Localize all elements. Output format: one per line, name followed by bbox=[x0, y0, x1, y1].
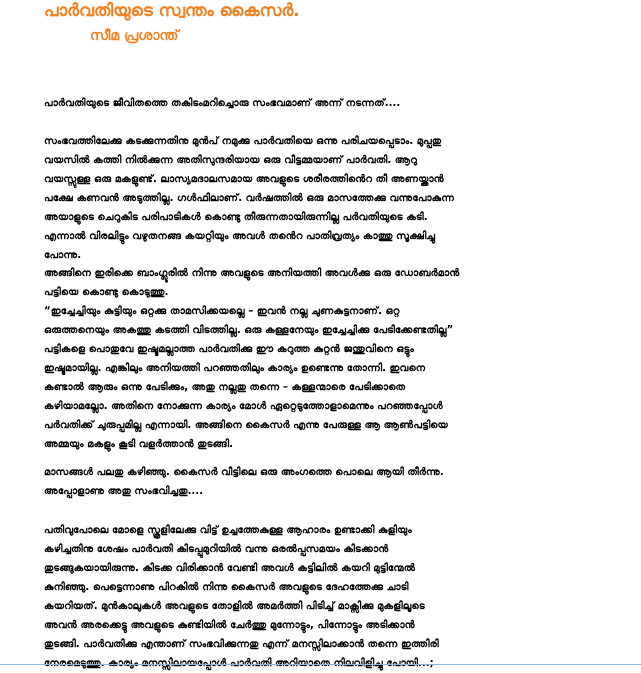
author-name: സീമ പ്രശാന്ത് bbox=[90, 28, 179, 44]
paragraph-3: മാസങ്ങൾ പലതു കഴിഞ്ഞു. കൈസർ വീട്ടിലെ ഒരു അംഗത്തെ പൊലെ ആയി തീർന്നു. അപ്പോളാണു അതു സംഭവിച്ചതു.... bbox=[44, 467, 444, 497]
page-divider bbox=[0, 664, 641, 665]
story-title: പാർവതിയുടെ സ്വന്തം കൈസർ. bbox=[44, 1, 300, 21]
paragraph-2: അങ്ങിനെ ഇരിക്കെ ബാംഗ്ലൂരിൽ നിന്നു അവളുടെ അനിയത്തി അവൾക്കു ഒരു ഡോബർമാൻ പട്ടിയെ കൊണ്ടു കൊടുത്തു. “ഇച്ചേച്ചിയും കുട്ടിയും ഒറ്റക്കു താമസിക്കയല്ലെ – ഇവൻ നല്ല ചുണകുട്ടനാണ്. ഒറ്റ ഒരുത്തനെയും അകത്തു കടത്തി വിടത്തില്ല. ഒരു കള്ളനേയും ഇച്ചേച്ചിക്കു പേടിക്കേണ്ടതില്ല” പട്ടികളെ പൊതുവേ ഇഷ്ടമല്ലാത്ത പാർവതിക്കു ഈ കറുത്ത കുറ്റൻ ജന്തുവിനെ ഒട്ടും ഇഷ്ടമായില്ല. എങ്കിലും അനിയത്തി പറഞ്ഞതിലും കാര്യം ഉണ്ടെന്നു തോന്നി. ഇവനെ കണ്ടാൽ ആരും ഒന്നു പേടിക്കും, അതു നല്ലതു തന്നെ – കള്ളന്മാരെ പേടിക്കാതെ കഴിയാമല്ലോ. അതിനെ നോക്കുന്ന കാര്യം മോൾ ഏറ്റെടുത്തോളാമെന്നും പറഞ്ഞപ്പോൾ പർവതിക്ക് ചുരുപ്പമില്ല എന്നായി. അങ്ങിനെ കൈസർ എന്നു പേരുള്ള ആ ആൺപട്ടിയെ അമ്മയും മകളും കൂടി വളർത്താൻ തുടങ്ങി. bbox=[44, 268, 460, 450]
paragraph-intro: പാർവതിയുടെ ജീവിതത്തെ തകിടംമറിച്ചൊരു സംഭവമാണ് അന്ന് നടന്നത്.... bbox=[44, 98, 401, 109]
paragraph-4: പതിവുപോലെ മോളെ സ്കൂളിലേക്കു വിട്ട് ഉച്ചത്തേകുള്ള ആഹാരം ഉണ്ടാക്കി കുളിയും കഴിച്ചതിനു ശേഷം പാർവതി കിടപ്പുമുറിയിൽ വന്നു ഒരൽപ്പസമയം കിടക്കാൻ തുടങ്ങുകയായിരുന്നു. കിടക്ക വിരിക്കാൻ വേണ്ടി അവൾ കട്ടിലിൽ കയറി മുട്ടിന്മേൽ കുനിഞ്ഞു. പെട്ടെന്നാണു പിറകിൽ നിന്നു കൈസർ അവളുടെ ദേഹത്തേക്കു ചാടി കയറിയത്. മുൻകാലുകൾ അവളുടെ തോളിൽ അമർത്തി പിടിച്ച് മാക്സിക്കു മുകളിലൂടെ അവൻ അരക്കെട്ടു അവളുടെ കുണ്ടിയിൽ ചേർത്തു മുന്നോട്ടും, പിന്നോട്ടും അടിക്കാൻ തുടങ്ങി. പാർവതിക്കു എന്താണ് സംഭവിക്കുന്നതു എന്ന് മനസ്സിലാക്കാൻ തന്നെ ഇത്തിരി bbox=[44, 525, 439, 650]
paragraph-1: സംഭവത്തിലേക്കു കടക്കുന്നതിനു മുൻപ് നമുക്കു പാർവതിയെ ഒന്നു പരിചയപ്പെടാം. മുപ്പതു വയസിൽ കത്തി നിൽക്കുന്ന അതിസുന്ദരിയായ ഒരു വീട്ടമ്മയാണ് പാർവതി. ആറു വയസ്സുള്ള ഒരു മകളുണ്ട്. ലാസ്യമദാലസമായ അവളുടെ ശരീരത്തിൻെറ തീ അണയ്ക്കാൻ പക്ഷേ കണവൻ അടുത്തില്ല. ഗൾഫിലാണ്. വർഷത്തിൽ ഒരു മാസത്തേക്കു വന്നുപോകുന്ന അയാളുടെ ചെറുകിട പരിപാടികൾ കൊണ്ടു തീരുന്നതായിരുന്നില്ല പർവതിയുടെ കടി. എന്നാൽ വിരലിട്ടും വഴുതനങ്ങ കയറ്റിയും അവൾ തൻെറ പാതിവ്രത്യം കാത്തു സൂക്ഷിച്ചു പോന്നു. bbox=[44, 136, 455, 261]
